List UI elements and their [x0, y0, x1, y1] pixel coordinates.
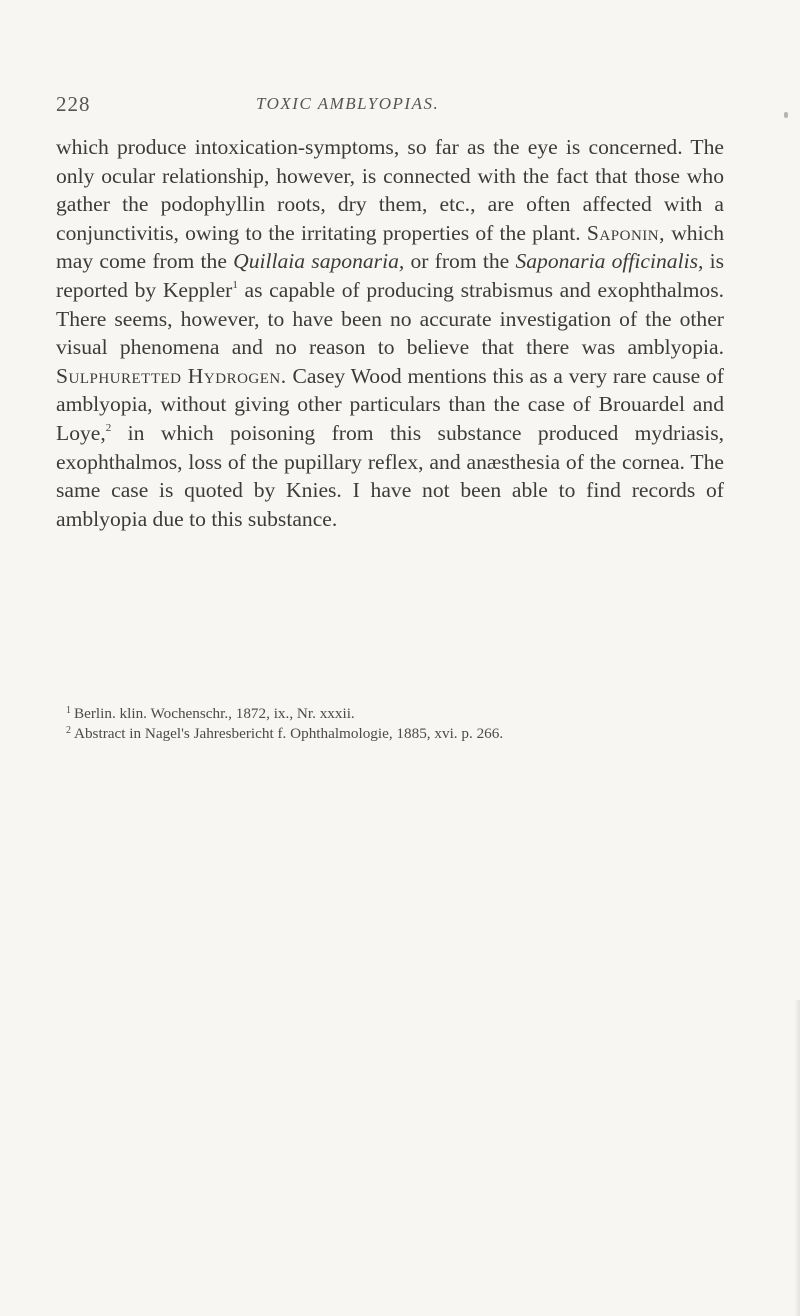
running-title: TOXIC AMBLYOPIAS. — [256, 94, 440, 113]
footnote — [56, 704, 724, 724]
text-saponin-1: which may come from the — [56, 220, 724, 274]
heading-saponin: Saponin, — [586, 220, 665, 245]
footnote-mark: 2 — [66, 725, 71, 736]
heading-sulphuretted-hydrogen: Sulphuretted Hydrogen. — [56, 363, 287, 388]
text-saponin-4: as capable of producing strabismus and exophthalmos. There seems, however, to have been no accurate investigation of the other visual phenomena and no reason to believe that there was amblyopia. — [56, 277, 724, 360]
term-quillaia: Quillaia saponaria, — [233, 249, 405, 274]
footnote — [56, 724, 724, 744]
text-h2s-2: in which poisoning from this substance produced mydriasis, exophthalmos, loss of the pupillary reflex, and anæsthesia of the cornea. The same case is quoted by Knies. I have not been able to find records of amblyopia due to this substance. — [56, 420, 724, 531]
text-saponin-3: is reported by Keppler — [56, 249, 725, 302]
footnote-ref-2: 2 — [105, 421, 112, 434]
footnote-ref-1: 1 — [232, 278, 238, 291]
footnote-text: Abstract in Nagel's Jahresbericht f. Ophthalmologie, 1885, xvi. p. 266. — [74, 725, 504, 742]
text-h2s-1: Casey Wood mentions this as a very rare cause of amblyopia, without giving other particulars than the case of Brouardel and Loye, — [56, 363, 724, 445]
body-text — [56, 133, 724, 533]
text-saponin-2: or from the — [404, 249, 516, 274]
page-number: 228 — [56, 92, 91, 116]
text-intro: which produce intoxication-symptoms, so far as the eye is concerned. The only ocular relationship, however, is connected with the fact that those who gather the podophyllin roots, dry them, etc., are often affected with a conjunctivitis, owing to the irritating properties of the plant. — [56, 135, 724, 245]
footnotes — [56, 704, 724, 744]
main-paragraph — [56, 133, 724, 533]
paper-speck — [784, 112, 788, 118]
term-saponaria: Saponaria officinalis, — [515, 249, 704, 274]
footnote-text: Berlin. klin. Wochenschr., 1872, ix., Nr. xxxii. — [74, 705, 355, 722]
page-edge-shadow — [794, 1000, 800, 1316]
page-header — [56, 92, 616, 122]
footnote-mark: 1 — [66, 705, 71, 716]
